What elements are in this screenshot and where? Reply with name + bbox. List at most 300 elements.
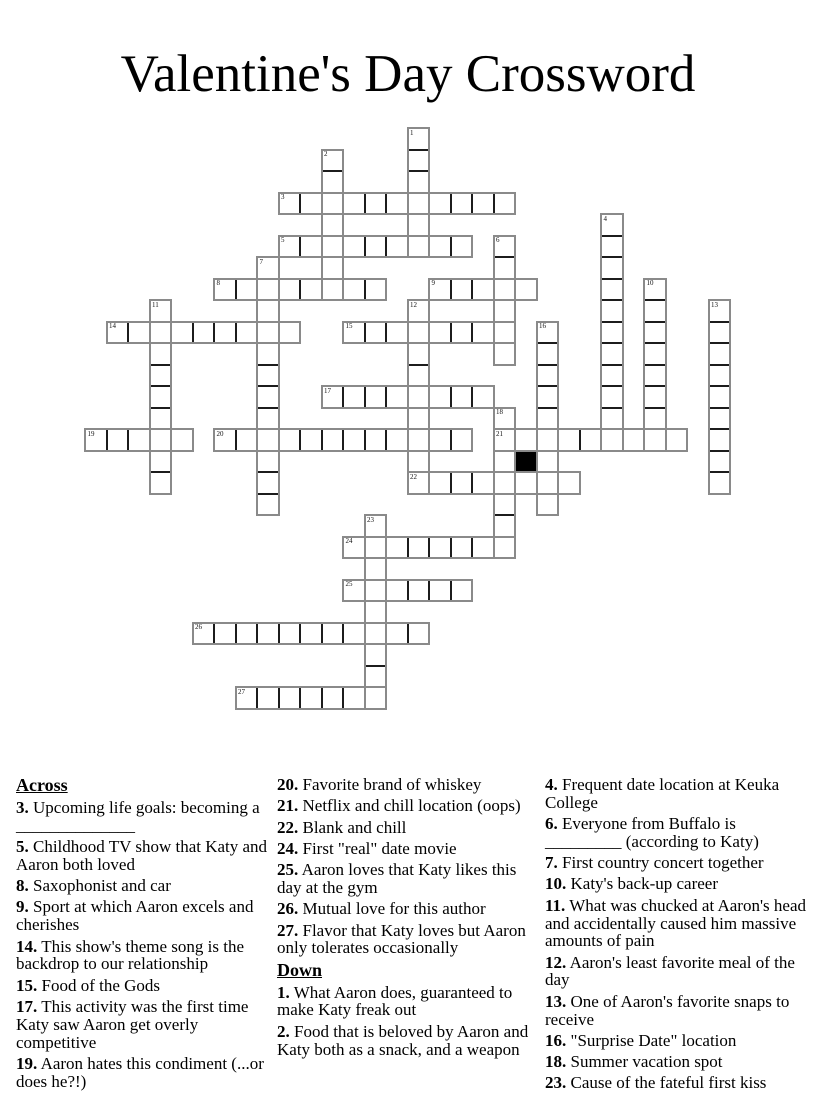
clue-text: Food of the Gods — [41, 975, 161, 995]
clue-across-24 — [277, 840, 533, 858]
grid-cell[interactable] — [494, 472, 516, 494]
grid-cell[interactable] — [322, 429, 344, 451]
grid-cell[interactable] — [322, 279, 344, 301]
cell-number: 9 — [431, 279, 435, 287]
clue-number: 18. — [545, 1052, 567, 1072]
grid-cell[interactable] — [429, 279, 451, 301]
grid-cell[interactable] — [451, 279, 473, 301]
clue-text: Frequent date location at Keuka College — [545, 775, 780, 812]
grid-cell[interactable] — [472, 279, 494, 301]
grid-cell[interactable] — [343, 322, 365, 344]
grid-cell[interactable] — [257, 279, 279, 301]
grid-cell[interactable] — [644, 300, 666, 322]
grid-cell[interactable] — [343, 623, 365, 645]
clue-text: "Surprise Date" location — [570, 1030, 737, 1050]
grid-cell[interactable] — [365, 687, 387, 709]
clue-number: 14. — [16, 936, 38, 956]
grid-cell[interactable] — [365, 537, 387, 559]
clue-number: 7. — [545, 853, 558, 873]
grid-cell[interactable] — [408, 128, 430, 150]
grid-cell[interactable] — [601, 257, 623, 279]
grid-cell[interactable] — [451, 472, 473, 494]
grid-cell[interactable] — [365, 580, 387, 602]
grid-cell[interactable] — [429, 429, 451, 451]
clue-number: 26. — [277, 899, 299, 919]
grid-cell[interactable] — [709, 386, 731, 408]
cell-number: 6 — [496, 236, 500, 244]
grid-cell[interactable] — [300, 236, 322, 258]
clue-across-26 — [277, 900, 533, 918]
clue-down-12 — [545, 954, 811, 990]
grid-cell[interactable] — [537, 365, 559, 387]
grid-cell[interactable] — [601, 365, 623, 387]
grid-cell[interactable] — [322, 193, 344, 215]
clue-text: Netflix and chill location (oops) — [302, 796, 521, 816]
grid-cell[interactable] — [214, 429, 236, 451]
cell-number: 4 — [603, 214, 607, 223]
grid-cell[interactable] — [515, 472, 537, 494]
grid-cell[interactable] — [322, 687, 344, 709]
clue-text: Cause of the fateful first kiss — [570, 1073, 767, 1093]
clue-down-23 — [545, 1074, 811, 1092]
clue-down-10 — [545, 875, 811, 893]
clue-number: 10. — [545, 874, 567, 894]
clue-number: 1. — [277, 982, 290, 1002]
grid-cell[interactable] — [257, 472, 279, 494]
grid-cell[interactable] — [709, 300, 731, 322]
grid-cell[interactable] — [709, 343, 731, 365]
grid-cell[interactable] — [322, 150, 344, 172]
grid-cell[interactable] — [343, 279, 365, 301]
grid-cell[interactable] — [494, 429, 516, 451]
grid-cell[interactable] — [214, 623, 236, 645]
grid-cell[interactable] — [494, 236, 516, 258]
cell-number: 20 — [216, 429, 224, 438]
grid-cell[interactable] — [408, 150, 430, 172]
clue-section-header: Across — [16, 775, 68, 795]
grid-cell[interactable] — [85, 429, 107, 451]
grid-cell[interactable] — [429, 193, 451, 215]
cell-number: 12 — [410, 300, 417, 309]
grid-cell[interactable] — [515, 429, 537, 451]
grid-cell[interactable] — [300, 279, 322, 301]
cell-number: 17 — [324, 386, 331, 395]
grid-cell[interactable] — [257, 386, 279, 408]
grid-cell[interactable] — [257, 687, 279, 709]
grid-cell[interactable] — [343, 386, 365, 408]
clues-section — [16, 775, 806, 1093]
grid-cell[interactable] — [408, 236, 430, 258]
clues-column-1 — [16, 776, 272, 1094]
clue-text: Aaron loves that Katy likes this day at the gym — [277, 860, 517, 897]
grid-cell[interactable] — [365, 236, 387, 258]
grid-cell[interactable] — [386, 193, 408, 215]
grid-cell[interactable] — [150, 451, 172, 473]
grid-cell[interactable] — [408, 300, 430, 322]
cell-number: 7 — [259, 257, 263, 266]
clue-number: 27. — [277, 920, 299, 940]
grid-cell[interactable] — [386, 322, 408, 344]
clue-down-6 — [545, 815, 811, 851]
grid-cell[interactable] — [257, 343, 279, 365]
clue-across-9 — [16, 898, 272, 934]
cell-number: 22 — [410, 472, 417, 481]
grid-cell[interactable] — [150, 322, 172, 344]
clue-down-4 — [545, 776, 811, 812]
clue-number: 2. — [277, 1021, 290, 1041]
grid-cell[interactable] — [494, 494, 516, 516]
grid-cell[interactable] — [601, 343, 623, 365]
grid-cell[interactable] — [580, 429, 602, 451]
grid-cell[interactable] — [408, 214, 430, 236]
grid-cell[interactable] — [601, 408, 623, 430]
grid-cell[interactable] — [257, 322, 279, 344]
grid-cell[interactable] — [257, 257, 279, 279]
grid-cell[interactable] — [408, 386, 430, 408]
grid-cell[interactable] — [236, 623, 258, 645]
clue-text: First country concert together — [562, 853, 764, 873]
grid-cell[interactable] — [472, 322, 494, 344]
clue-text: Everyone from Buffalo is _________ (according to Katy) — [545, 814, 759, 851]
grid-cell[interactable] — [558, 472, 580, 494]
grid-cell[interactable] — [257, 365, 279, 387]
grid-cell[interactable] — [365, 623, 387, 645]
grid-cell[interactable] — [343, 236, 365, 258]
grid-cell[interactable] — [236, 429, 258, 451]
grid-cell[interactable] — [451, 386, 473, 408]
grid-cell[interactable] — [537, 408, 559, 430]
grid-cell[interactable] — [515, 279, 537, 301]
grid-cell[interactable] — [279, 429, 301, 451]
clue-text: Saxophonist and car — [33, 876, 171, 896]
clue-down-16 — [545, 1032, 811, 1050]
cell-number: 1 — [410, 128, 414, 137]
grid-cell[interactable] — [494, 343, 516, 365]
grid-cell[interactable] — [601, 236, 623, 258]
clue-text: Favorite brand of whiskey — [302, 775, 482, 794]
clue-across-15 — [16, 977, 272, 995]
grid-cell[interactable] — [214, 322, 236, 344]
grid-cell[interactable] — [322, 236, 344, 258]
grid-cell[interactable] — [472, 193, 494, 215]
grid-cell[interactable] — [171, 429, 193, 451]
grid-cell[interactable] — [365, 193, 387, 215]
grid-cell[interactable] — [666, 429, 688, 451]
grid-cell[interactable] — [128, 429, 150, 451]
grid-cell[interactable] — [279, 623, 301, 645]
grid-cell[interactable] — [257, 408, 279, 430]
grid-cell[interactable] — [644, 386, 666, 408]
clue-text: Katy's back-up career — [570, 874, 718, 894]
clue-across-20 — [277, 776, 533, 794]
grid-cell[interactable] — [601, 279, 623, 301]
clue-number: 5. — [16, 837, 29, 857]
page-title: Valentine's Day Crossword — [120, 45, 696, 103]
grid-cell[interactable] — [365, 666, 387, 688]
grid-cell[interactable] — [408, 429, 430, 451]
cell-number: 8 — [216, 279, 220, 287]
clue-text: Summer vacation spot — [570, 1052, 723, 1072]
grid-cell[interactable] — [429, 236, 451, 258]
grid-cell[interactable] — [408, 537, 430, 559]
grid-cell[interactable] — [472, 537, 494, 559]
grid-cell[interactable] — [494, 279, 516, 301]
cell-number: 14 — [109, 322, 116, 330]
cell-number: 24 — [345, 537, 353, 545]
grid-cell[interactable] — [386, 236, 408, 258]
grid-cell[interactable] — [429, 386, 451, 408]
clue-text: What Aaron does, guaranteed to make Katy freak out — [277, 982, 513, 1020]
grid-cell[interactable] — [300, 623, 322, 645]
clue-number: 21. — [277, 796, 299, 816]
grid-cell[interactable] — [601, 429, 623, 451]
grid-cell[interactable] — [537, 429, 559, 451]
grid-cell[interactable] — [644, 365, 666, 387]
clue-text: Food that is beloved by Aaron and Katy both as a snack, and a weapon — [277, 1021, 529, 1059]
grid-cell[interactable] — [343, 687, 365, 709]
grid-cell[interactable] — [365, 601, 387, 623]
grid-cell[interactable] — [644, 322, 666, 344]
clue-number: 22. — [277, 817, 299, 837]
grid-cell[interactable] — [494, 537, 516, 559]
grid-cell[interactable] — [107, 322, 129, 344]
clues-column-3 — [545, 776, 811, 1096]
grid-cell[interactable] — [365, 558, 387, 580]
grid-cell[interactable] — [322, 257, 344, 279]
grid-cell[interactable] — [343, 537, 365, 559]
clue-across-17 — [16, 998, 272, 1051]
grid-cell[interactable] — [279, 279, 301, 301]
grid-cell[interactable] — [709, 365, 731, 387]
grid-cell[interactable] — [150, 365, 172, 387]
clue-across-19 — [16, 1055, 272, 1091]
grid-cell[interactable] — [601, 386, 623, 408]
grid-cell[interactable] — [257, 494, 279, 516]
clue-across-3 — [16, 799, 272, 835]
cell-number: 23 — [367, 515, 374, 524]
crossword-grid — [85, 128, 731, 710]
clue-across-14 — [16, 938, 272, 974]
clue-number: 3. — [16, 798, 29, 817]
grid-cell[interactable] — [365, 279, 387, 301]
clue-text: First "real" date movie — [302, 838, 457, 858]
grid-cell[interactable] — [408, 623, 430, 645]
grid-cell[interactable] — [150, 472, 172, 494]
grid-cell[interactable] — [472, 386, 494, 408]
grid-cell[interactable] — [279, 687, 301, 709]
grid-cell[interactable] — [386, 429, 408, 451]
grid-cell[interactable] — [300, 193, 322, 215]
grid-cell[interactable] — [408, 408, 430, 430]
cell-number: 27 — [238, 687, 245, 696]
grid-cell[interactable] — [408, 171, 430, 193]
grid-cell[interactable] — [451, 580, 473, 602]
clue-number: 12. — [545, 952, 567, 972]
cell-number: 15 — [345, 322, 353, 330]
grid-cell[interactable] — [128, 322, 150, 344]
grid-cell[interactable] — [537, 322, 559, 344]
grid-cell[interactable] — [279, 193, 301, 215]
grid-cell[interactable] — [171, 322, 193, 344]
grid-cell[interactable] — [408, 193, 430, 215]
grid-cell[interactable] — [365, 429, 387, 451]
grid-cell[interactable] — [451, 236, 473, 258]
clue-number: 20. — [277, 775, 299, 794]
grid-cell[interactable] — [644, 279, 666, 301]
clue-number: 15. — [16, 975, 38, 995]
clue-across-27 — [277, 922, 533, 958]
grid-cell[interactable] — [257, 429, 279, 451]
grid-cell[interactable] — [709, 472, 731, 494]
grid-cell[interactable] — [236, 322, 258, 344]
grid-cell[interactable] — [709, 451, 731, 473]
grid-cell[interactable] — [408, 365, 430, 387]
grid-cell[interactable] — [537, 451, 559, 473]
cell-number: 19 — [87, 429, 95, 438]
clue-number: 25. — [277, 860, 299, 880]
clue-number: 13. — [545, 991, 567, 1011]
grid-cell[interactable] — [494, 408, 516, 430]
cell-number: 26 — [195, 623, 202, 631]
grid-cell[interactable] — [322, 214, 344, 236]
grid-cell[interactable] — [709, 322, 731, 344]
blocked-cell — [515, 451, 537, 473]
grid-cell[interactable] — [451, 322, 473, 344]
grid-cell[interactable] — [408, 322, 430, 344]
grid-cell[interactable] — [343, 193, 365, 215]
clue-number: 6. — [545, 814, 558, 834]
cell-number: 13 — [711, 300, 718, 309]
grid-cell[interactable] — [429, 322, 451, 344]
clue-number: 19. — [16, 1053, 38, 1073]
grid-cell[interactable] — [150, 386, 172, 408]
clue-text: Childhood TV show that Katy and Aaron both loved — [16, 837, 268, 874]
grid-cell[interactable] — [451, 537, 473, 559]
grid-cell[interactable] — [107, 429, 129, 451]
clue-down-13 — [545, 993, 811, 1029]
grid-cell[interactable] — [623, 429, 645, 451]
grid-cell[interactable] — [558, 429, 580, 451]
grid-cell[interactable] — [236, 687, 258, 709]
clue-number: 17. — [16, 996, 38, 1016]
grid-cell[interactable] — [322, 623, 344, 645]
grid-cell[interactable] — [365, 386, 387, 408]
cell-number: 11 — [152, 300, 159, 309]
grid-cell[interactable] — [451, 429, 473, 451]
grid-cell[interactable] — [494, 193, 516, 215]
grid-cell[interactable] — [494, 300, 516, 322]
clue-text: Mutual love for this author — [302, 899, 486, 919]
grid-cell[interactable] — [537, 494, 559, 516]
clues-column-2 — [277, 776, 533, 1062]
grid-cell[interactable] — [429, 580, 451, 602]
grid-cell[interactable] — [408, 451, 430, 473]
clue-number: 11. — [545, 895, 566, 915]
grid-cell[interactable] — [408, 343, 430, 365]
grid-cell[interactable] — [429, 537, 451, 559]
clue-down-7 — [545, 854, 811, 872]
grid-cell[interactable] — [365, 322, 387, 344]
grid-cell[interactable] — [257, 451, 279, 473]
grid-cell[interactable] — [494, 515, 516, 537]
clue-across-21 — [277, 797, 533, 815]
grid-cell[interactable] — [494, 322, 516, 344]
clue-text: Aaron hates this condiment (...or does he?!) — [16, 1053, 264, 1091]
grid-cell[interactable] — [709, 429, 731, 451]
clue-text: Blank and chill — [302, 817, 407, 837]
grid-cell[interactable] — [472, 472, 494, 494]
clue-down-11 — [545, 897, 811, 950]
grid-cell[interactable] — [300, 429, 322, 451]
grid-cell[interactable] — [386, 537, 408, 559]
grid-cell[interactable] — [494, 257, 516, 279]
grid-cell[interactable] — [386, 623, 408, 645]
grid-cell[interactable] — [150, 300, 172, 322]
grid-cell[interactable] — [236, 279, 258, 301]
grid-cell[interactable] — [601, 322, 623, 344]
grid-cell[interactable] — [644, 343, 666, 365]
grid-cell[interactable] — [365, 515, 387, 537]
grid-cell[interactable] — [537, 386, 559, 408]
grid-cell[interactable] — [279, 322, 301, 344]
grid-cell[interactable] — [150, 429, 172, 451]
grid-cell[interactable] — [429, 472, 451, 494]
clue-text: Upcoming life goals: becoming a ______________ — [16, 798, 260, 835]
grid-cell[interactable] — [193, 623, 215, 645]
grid-cell[interactable] — [257, 623, 279, 645]
grid-cell[interactable] — [214, 279, 236, 301]
grid-cell[interactable] — [300, 687, 322, 709]
clue-across-25 — [277, 861, 533, 897]
grid-cell[interactable] — [386, 580, 408, 602]
grid-cell[interactable] — [537, 472, 559, 494]
grid-cell[interactable] — [343, 429, 365, 451]
grid-cell[interactable] — [709, 408, 731, 430]
clue-number: 24. — [277, 838, 299, 858]
grid-cell[interactable] — [644, 408, 666, 430]
grid-cell[interactable] — [193, 322, 215, 344]
clue-section-header: Down — [277, 959, 323, 980]
clue-across-5 — [16, 838, 272, 874]
grid-cell[interactable] — [408, 580, 430, 602]
clue-down-1 — [277, 984, 533, 1020]
cell-number: 3 — [281, 193, 285, 201]
grid-cell[interactable] — [343, 580, 365, 602]
grid-cell[interactable] — [322, 386, 344, 408]
grid-cell[interactable] — [601, 300, 623, 322]
grid-cell[interactable] — [408, 472, 430, 494]
grid-cell[interactable] — [150, 408, 172, 430]
clue-down-18 — [545, 1053, 811, 1071]
cell-number: 10 — [646, 279, 654, 287]
cell-number: 2 — [324, 150, 328, 158]
grid-cell[interactable] — [322, 171, 344, 193]
grid-cell[interactable] — [386, 386, 408, 408]
grid-cell[interactable] — [494, 451, 516, 473]
grid-cell[interactable] — [257, 300, 279, 322]
clue-text: This activity was the first time Katy saw Aaron get overly competitive — [16, 996, 249, 1052]
grid-cell[interactable] — [451, 193, 473, 215]
grid-cell[interactable] — [365, 644, 387, 666]
grid-cell[interactable] — [537, 343, 559, 365]
clue-number: 23. — [545, 1073, 567, 1093]
grid-cell[interactable] — [150, 343, 172, 365]
cell-number: 21 — [496, 429, 503, 438]
grid-cell[interactable] — [279, 236, 301, 258]
clue-text: What was chucked at Aaron's head and accidentally caused him massive amounts of pain — [545, 895, 806, 951]
grid-cell[interactable] — [644, 429, 666, 451]
grid-cell[interactable] — [601, 214, 623, 236]
